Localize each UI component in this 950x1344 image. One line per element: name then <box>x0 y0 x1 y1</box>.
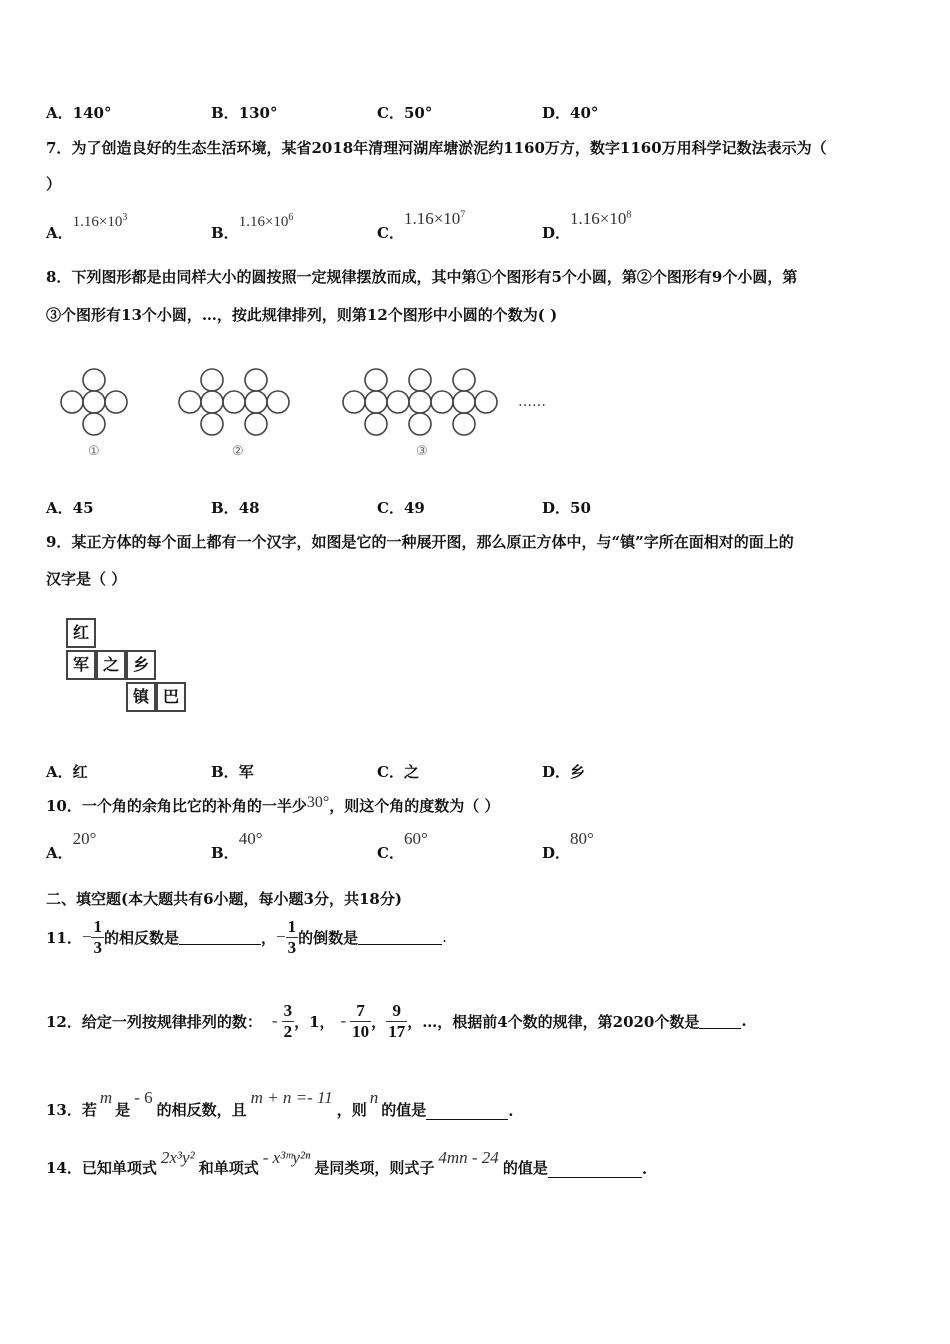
fig3-circle <box>475 391 497 413</box>
q6-option-a: A．140° <box>46 104 112 122</box>
q8-option-b: B．48 <box>211 499 260 517</box>
q12-fraction-1: $\frac{3}{2}$ <box>283 1000 293 1041</box>
q12-fraction-2: $\frac{7}{10}$ <box>352 1000 370 1041</box>
net-cell-mid-1: 军 <box>66 650 96 680</box>
q7-option-b: B．$1.16\times 10^6$ <box>211 212 294 242</box>
fig2-circle <box>223 391 245 413</box>
q7-stem-line1: 7．为了创造良好的生态生活环境，某省2018年清理河湖库塘淤泥约1160万方，数字1160万用科学记数法表示为（ <box>46 139 827 157</box>
q8-option-a: A．45 <box>46 499 94 517</box>
fig2-circle <box>201 391 223 413</box>
q11-fraction-2: $\frac{1}{3}$ <box>287 916 297 957</box>
cube-net-figure <box>66 618 196 718</box>
q9-option-b: B．军 <box>211 763 254 781</box>
q9-option-d: D．乡 <box>542 763 586 781</box>
fig2-circle <box>179 391 201 413</box>
q10-stem: 10．一个角的余角比它的补角的一半少30°，则这个角的度数为（ ） <box>46 794 500 815</box>
net-cell-mid-2: 之 <box>96 650 126 680</box>
fig3-circle <box>409 369 431 391</box>
fig3-circle <box>453 413 475 435</box>
fig3-circle <box>409 391 431 413</box>
q14-stem: 14． 已知单项式 2x³y² 和单项式 - x³ᵐy²ⁿ 是同类项，则式子 4mn - 24 的值是 . <box>46 1148 648 1178</box>
q13-blank[interactable] <box>426 1105 508 1120</box>
figure-ellipsis: …… <box>518 394 546 410</box>
fig1-circle <box>61 391 83 413</box>
fig3-circle <box>387 391 409 413</box>
q9-stem-line2: 汉字是（ ） <box>46 570 127 588</box>
net-cell-top: 红 <box>66 618 96 648</box>
fig3-circle <box>365 391 387 413</box>
fig1-label: ① <box>88 444 100 459</box>
fig3-circle <box>453 369 475 391</box>
fig3-circle <box>453 391 475 413</box>
q10-option-a: A．20° <box>46 829 97 862</box>
q11-blank-1[interactable] <box>179 930 261 945</box>
fig1-circle <box>105 391 127 413</box>
net-cell-mid-3: 乡 <box>126 650 156 680</box>
q12-blank[interactable] <box>699 1014 741 1029</box>
fig3-circle <box>431 391 453 413</box>
q14-blank[interactable] <box>548 1163 642 1178</box>
q12-stem: 12． 给定一列按规律排列的数： - $\frac{3}{2}$ ，1， - $\frac{7}{10}$ ， $\frac{9}{17}$ ，…，根据前4个数的规律，第2020个数是 . <box>46 1000 747 1041</box>
q8-stem-line1: 8．下列图形都是由同样大小的圆按照一定规律摆放而成，其中第①个图形有5个小圆，第②个图形有9个小圆，第 <box>46 268 798 286</box>
fig2-circle <box>245 413 267 435</box>
fig1-circle <box>83 391 105 413</box>
fig2-circle <box>201 413 223 435</box>
q9-option-a: A．红 <box>46 763 88 781</box>
q10-option-d: D．80° <box>542 829 594 862</box>
fig2-circle <box>201 369 223 391</box>
net-cell-bottom-1: 镇 <box>126 682 156 712</box>
q9-option-c: C．之 <box>377 763 419 781</box>
q12-fraction-3: $\frac{9}{17}$ <box>388 1000 406 1041</box>
fig1-circle <box>83 413 105 435</box>
fig2-label: ② <box>232 444 244 459</box>
q9-stem-line1: 9．某正方体的每个面上都有一个汉字，如图是它的一种展开图，那么原正方体中，与“镇”字所在面相对的面上的 <box>46 533 794 551</box>
q10-angle: 30° <box>306 794 330 811</box>
q7-option-a: A．$1.16\times 10^3$ <box>46 212 128 242</box>
q7-option-d: D．$1.16\times 10^8$ <box>542 209 632 242</box>
fig1-circle <box>83 369 105 391</box>
section2-title: 二、填空题(本大题共有6小题，每小题3分，共18分) <box>46 890 402 908</box>
q6-option-d: D．40° <box>542 104 599 122</box>
fig3-circle <box>365 369 387 391</box>
q8-option-d: D．50 <box>542 499 591 517</box>
fig3-circle <box>365 413 387 435</box>
q7-option-c: C．$1.16\times 10^7$ <box>377 209 466 242</box>
q11-blank-2[interactable] <box>358 930 442 945</box>
fig3-circle <box>343 391 365 413</box>
fig3-circle <box>409 413 431 435</box>
net-cell-bottom-2: 巴 <box>156 682 186 712</box>
q10-option-c: C．60° <box>377 829 428 862</box>
q6-option-b: B．130° <box>211 104 278 122</box>
fig2-circle <box>267 391 289 413</box>
q13-stem: 13． 若 m 是 - 6 的相反数，且 m + n =- 11 ，则 n 的值是 . <box>46 1088 514 1120</box>
q10-option-b: B．40° <box>211 829 263 862</box>
q8-circle-figures <box>50 360 590 470</box>
q6-option-c: C．50° <box>377 104 433 122</box>
q8-stem-line2: ③个图形有13个小圆，…，按此规律排列，则第12个图形中小圆的个数为( ) <box>46 306 558 324</box>
q8-option-c: C．49 <box>377 499 425 517</box>
q7-stem-line2: ） <box>46 175 62 193</box>
fig3-label: ③ <box>416 444 428 459</box>
q11-fraction-1: $\frac{1}{3}$ <box>93 916 102 957</box>
fig2-circle <box>245 391 267 413</box>
q11-stem: 11． − $\frac{1}{3}$ 的相反数是 ， − $\frac{1}{3}$ 的倒数是 . <box>46 916 447 957</box>
fig2-circle <box>245 369 267 391</box>
